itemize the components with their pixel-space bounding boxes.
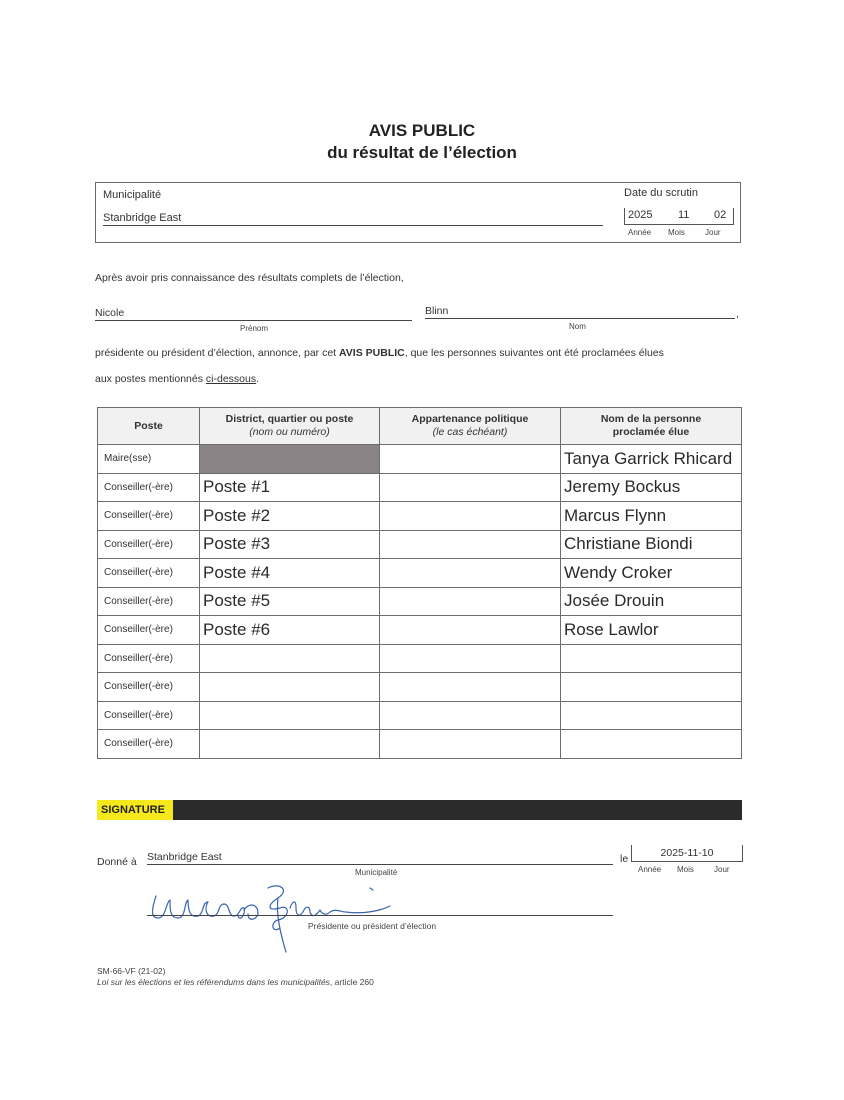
date-caption-year: Année	[628, 228, 652, 237]
poste-cell: Conseiller(-ère)	[98, 502, 200, 531]
district-cell	[200, 701, 380, 730]
elected-name-cell: Wendy Croker	[561, 559, 742, 588]
elected-name-cell: Christiane Biondi	[561, 530, 742, 559]
header-elected-name	[561, 408, 742, 445]
party-cell	[380, 644, 561, 673]
le-label: le	[620, 853, 629, 865]
header-party-sub: (le cas échéant)	[432, 426, 508, 438]
header-district-label: District, quartier ou poste	[225, 413, 354, 425]
poste-cell: Maire(sse)	[98, 445, 200, 474]
intro-line-2-post: , que les personnes suivantes ont été proclamées élues	[404, 347, 664, 359]
poste-cell: Conseiller(-ère)	[98, 644, 200, 673]
elected-name-cell: Josée Drouin	[561, 587, 742, 616]
president-last-name: Blinn	[425, 305, 735, 319]
district-cell	[200, 445, 380, 474]
party-cell	[380, 530, 561, 559]
table-row	[98, 502, 742, 531]
intro-line-2	[95, 347, 664, 359]
district-cell: Poste #1	[200, 473, 380, 502]
party-cell	[380, 559, 561, 588]
date-caption-month: Mois	[668, 228, 685, 237]
ci-dessous-link[interactable]: ci-dessous	[205, 373, 257, 385]
poste-cell: Conseiller(-ère)	[98, 616, 200, 645]
intro-line-3-post: .	[256, 373, 260, 385]
party-cell	[380, 587, 561, 616]
document-title: AVIS PUBLIC	[368, 121, 476, 140]
signature-line	[147, 915, 613, 916]
party-cell	[380, 616, 561, 645]
law-reference	[97, 977, 374, 987]
table-row	[98, 673, 742, 702]
header-party-label: Appartenance politique	[411, 413, 529, 425]
handwritten-signature	[140, 878, 440, 958]
elected-name-cell	[561, 701, 742, 730]
signature-date-value: 2025-11-10	[660, 847, 714, 859]
election-date-year: 2025	[628, 209, 653, 221]
comma: ,	[736, 308, 739, 320]
election-date-field	[624, 208, 734, 225]
table-row	[98, 644, 742, 673]
municipality-value: Stanbridge East	[103, 212, 603, 226]
table-row	[98, 445, 742, 474]
district-cell	[200, 730, 380, 759]
party-cell	[380, 730, 561, 759]
given-at-municipality: Stanbridge East	[147, 851, 613, 865]
party-cell	[380, 502, 561, 531]
header-poste-label: Poste	[134, 419, 163, 432]
results-table	[97, 407, 742, 759]
poste-cell: Conseiller(-ère)	[98, 530, 200, 559]
president-first-name: Nicole	[95, 307, 412, 321]
sig-date-caption-year: Année	[638, 865, 662, 874]
signature-date-field	[631, 845, 743, 862]
poste-cell: Conseiller(-ère)	[98, 730, 200, 759]
date-caption-day: Jour	[705, 228, 721, 237]
header-poste	[98, 408, 200, 445]
sig-date-caption-day: Jour	[714, 865, 730, 874]
elected-name-cell: Jeremy Bockus	[561, 473, 742, 502]
intro-line-3-pre: aux postes mentionnés	[95, 373, 206, 385]
elected-name-cell: Rose Lawlor	[561, 616, 742, 645]
party-cell	[380, 445, 561, 474]
party-cell	[380, 473, 561, 502]
header-elected-label: Nom de la personne	[600, 413, 702, 425]
header-elected-sub: proclamée élue	[612, 426, 690, 438]
given-at-caption: Municipalité	[355, 868, 398, 877]
signature-section-label: SIGNATURE	[97, 800, 173, 820]
district-cell	[200, 673, 380, 702]
party-cell	[380, 673, 561, 702]
poste-cell: Conseiller(-ère)	[98, 673, 200, 702]
party-cell	[380, 701, 561, 730]
header-party	[380, 408, 561, 445]
table-row	[98, 473, 742, 502]
header-district-sub: (nom ou numéro)	[249, 426, 330, 438]
given-at-label: Donné à	[97, 856, 137, 868]
poste-cell: Conseiller(-ère)	[98, 587, 200, 616]
poste-cell: Conseiller(-ère)	[98, 473, 200, 502]
first-name-caption: Prénom	[240, 324, 269, 333]
intro-line-1: Après avoir pris connaissance des résultats complets de l’élection,	[95, 272, 404, 284]
table-row	[98, 730, 742, 759]
elected-name-cell: Tanya Garrick Rhicard	[561, 445, 742, 474]
last-name-caption: Nom	[569, 322, 586, 331]
district-cell: Poste #4	[200, 559, 380, 588]
election-date-label: Date du scrutin	[624, 187, 698, 199]
district-cell: Poste #3	[200, 530, 380, 559]
intro-line-2-bold: AVIS PUBLIC	[339, 347, 405, 359]
signer-caption: Présidente ou président d’élection	[308, 921, 437, 931]
election-date-day: 02	[714, 209, 727, 221]
header-district	[200, 408, 380, 445]
intro-line-2-pre: présidente ou président d’élection, annonce, par cet	[95, 347, 339, 359]
table-header-row	[98, 408, 742, 445]
poste-cell: Conseiller(-ère)	[98, 701, 200, 730]
municipality-label: Municipalité	[103, 189, 162, 201]
district-cell: Poste #2	[200, 502, 380, 531]
district-cell: Poste #6	[200, 616, 380, 645]
table-row	[98, 701, 742, 730]
table-row	[98, 530, 742, 559]
sig-date-caption-month: Mois	[677, 865, 694, 874]
elected-name-cell: Marcus Flynn	[561, 502, 742, 531]
elected-name-cell	[561, 730, 742, 759]
table-row	[98, 587, 742, 616]
district-cell: Poste #5	[200, 587, 380, 616]
signature-section-bar	[97, 800, 742, 820]
law-title: Loi sur les élections et les référendums dans les municipalités	[97, 977, 330, 987]
law-article: , article 260	[329, 977, 374, 987]
elected-name-cell	[561, 673, 742, 702]
form-code: SM-66-VF (21-02)	[97, 966, 166, 976]
intro-line-3	[95, 373, 259, 385]
table-row	[98, 559, 742, 588]
elected-name-cell	[561, 644, 742, 673]
district-cell	[200, 644, 380, 673]
table-row	[98, 616, 742, 645]
election-date-month: 11	[678, 209, 690, 221]
document-subtitle: du résultat de l’élection	[327, 143, 517, 162]
poste-cell: Conseiller(-ère)	[98, 559, 200, 588]
